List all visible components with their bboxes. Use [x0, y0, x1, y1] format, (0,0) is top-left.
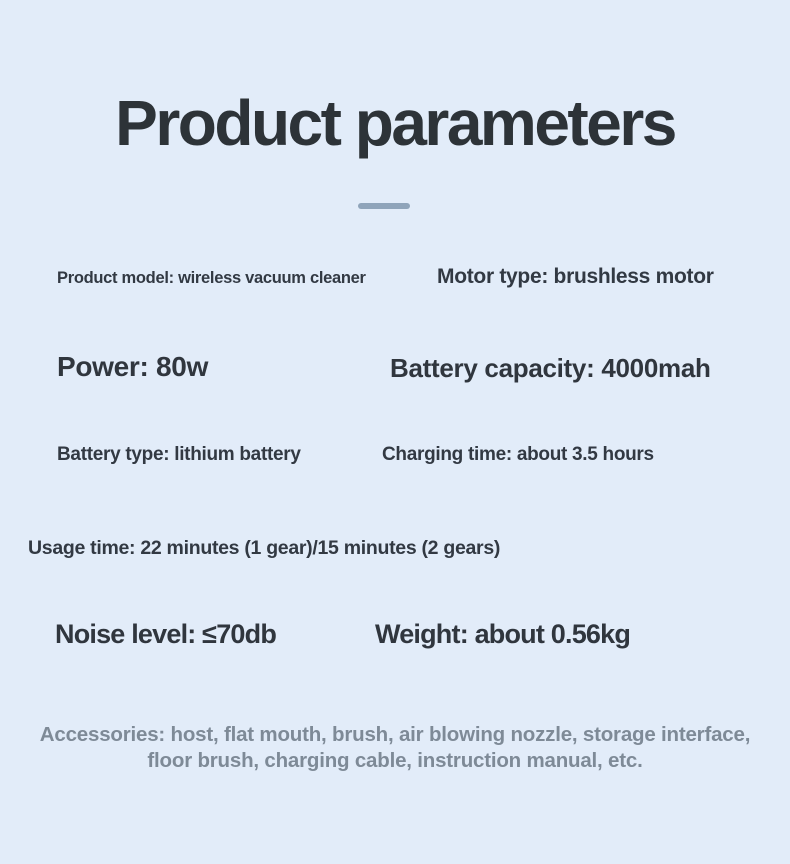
spec-usage-time: Usage time: 22 minutes (1 gear)/15 minutes (2 gears): [28, 537, 501, 559]
spec-charging-time: Charging time: about 3.5 hours: [382, 444, 654, 465]
page-title: Product parameters: [115, 87, 675, 159]
spec-battery-capacity: Battery capacity: 4000mah: [390, 353, 711, 383]
spec-motor-type: Motor type: brushless motor: [437, 265, 714, 288]
spec-product-model: Product model: wireless vacuum cleaner: [57, 269, 366, 287]
spec-power: Power: 80w: [57, 351, 209, 382]
spec-battery-type: Battery type: lithium battery: [57, 444, 301, 465]
spec-accessories: Accessories: host, flat mouth, brush, air blowing nozzle, storage interface, floor brush, charging cable, instruction manual, etc.: [39, 723, 751, 772]
title-divider: [358, 203, 410, 209]
spec-noise-level: Noise level: ≤70db: [55, 619, 277, 649]
spec-weight: Weight: about 0.56kg: [375, 619, 631, 649]
